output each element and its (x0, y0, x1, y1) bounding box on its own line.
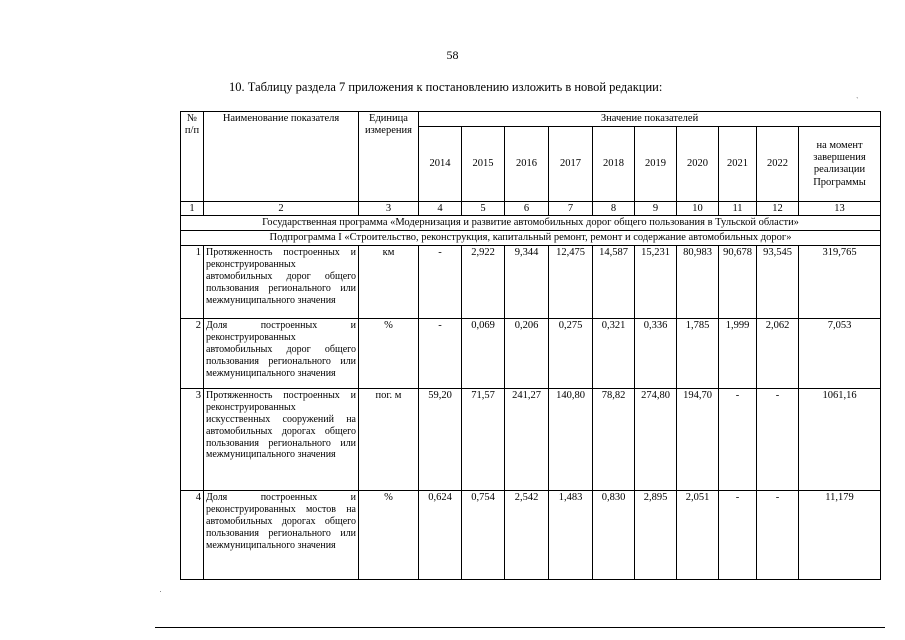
indicator-value: 0,624 (419, 491, 462, 580)
table-row (181, 491, 881, 580)
column-number: 12 (757, 202, 799, 216)
column-number: 9 (635, 202, 677, 216)
indicator-value: 2,051 (677, 491, 719, 580)
header-row (181, 112, 881, 127)
table-row (181, 319, 881, 389)
indicator-value: 1,785 (677, 319, 719, 389)
indicator-value: 1061,16 (799, 389, 881, 491)
indicator-unit: пог. м (359, 389, 419, 491)
column-number: 6 (505, 202, 549, 216)
indicator-value: 93,545 (757, 246, 799, 319)
indicator-value: 11,179 (799, 491, 881, 580)
column-number: 1 (181, 202, 204, 216)
year-header: 2014 (419, 127, 462, 202)
indicator-value: 7,053 (799, 319, 881, 389)
subprogram-title: Подпрограмма I «Строительство, реконструкция, капитальный ремонт, ремонт и содержание автомобильных дорог» (181, 231, 881, 246)
indicator-value: 2,895 (635, 491, 677, 580)
indicator-unit: % (359, 319, 419, 389)
indicator-value: 90,678 (719, 246, 757, 319)
program-row (181, 216, 881, 231)
header-values: Значение показателей (419, 112, 881, 127)
year-header: 2018 (593, 127, 635, 202)
column-number: 4 (419, 202, 462, 216)
indicator-value: 80,983 (677, 246, 719, 319)
indicator-value: - (719, 491, 757, 580)
header-unit: Единица измерения (359, 112, 419, 202)
corner-mark: ` (856, 96, 859, 105)
table-row (181, 246, 881, 319)
indicator-value: 2,922 (462, 246, 505, 319)
indicator-value: 0,206 (505, 319, 549, 389)
indicator-value: 15,231 (635, 246, 677, 319)
year-header: 2021 (719, 127, 757, 202)
indicator-name: Протяженность построенных и реконструированных искусственных сооружений на автомобильных дорогах общего пользования регионального или межмуниципального значения (204, 389, 359, 491)
indicator-value: 59,20 (419, 389, 462, 491)
indicator-value: 0,830 (593, 491, 635, 580)
indicator-value: 78,82 (593, 389, 635, 491)
table-row (181, 389, 881, 491)
indicator-value: 319,765 (799, 246, 881, 319)
indicator-value: 9,344 (505, 246, 549, 319)
indicator-value: 71,57 (462, 389, 505, 491)
year-header: 2017 (549, 127, 593, 202)
bottom-rule (155, 627, 885, 628)
indicator-value: 241,27 (505, 389, 549, 491)
page-number: 58 (446, 48, 459, 62)
indicator-value: 0,321 (593, 319, 635, 389)
row-number: 1 (181, 246, 204, 319)
indicator-value: 194,70 (677, 389, 719, 491)
indicator-value: 12,475 (549, 246, 593, 319)
row-number: 4 (181, 491, 204, 580)
column-number: 10 (677, 202, 719, 216)
column-number: 8 (593, 202, 635, 216)
indicator-value: 274,80 (635, 389, 677, 491)
row-number: 3 (181, 389, 204, 491)
year-header: 2019 (635, 127, 677, 202)
indicator-value: 140,80 (549, 389, 593, 491)
indicator-value: 14,587 (593, 246, 635, 319)
column-number: 11 (719, 202, 757, 216)
indicators-table (180, 111, 881, 580)
indicator-value: - (757, 389, 799, 491)
indicator-value: 0,275 (549, 319, 593, 389)
row-number: 2 (181, 319, 204, 389)
column-number: 2 (204, 202, 359, 216)
indicator-name: Доля построенных и реконструированных автомобильных дорог общего пользования регионального или межмуниципального значения (204, 319, 359, 389)
column-number: 13 (799, 202, 881, 216)
indicator-value: 1,483 (549, 491, 593, 580)
indicator-unit: км (359, 246, 419, 319)
indicator-value: 0,336 (635, 319, 677, 389)
indicator-value: 2,062 (757, 319, 799, 389)
indicator-value: 0,069 (462, 319, 505, 389)
indicator-unit: % (359, 491, 419, 580)
column-number: 5 (462, 202, 505, 216)
year-header: 2015 (462, 127, 505, 202)
indicator-value: - (719, 389, 757, 491)
indicator-value: 1,999 (719, 319, 757, 389)
program-title: Государственная программа «Модернизация и развитие автомобильных дорог общего пользования в Тульской области» (181, 216, 881, 231)
year-header: 2020 (677, 127, 719, 202)
indicator-value: 2,542 (505, 491, 549, 580)
column-number-row (181, 202, 881, 216)
indicator-value: 0,754 (462, 491, 505, 580)
column-number: 3 (359, 202, 419, 216)
column-number: 7 (549, 202, 593, 216)
year-header: 2016 (505, 127, 549, 202)
header-no: № п/п (181, 112, 204, 202)
indicator-value: - (419, 246, 462, 319)
indicator-name: Доля построенных и реконструированных мостов на автомобильных дорогах общего пользования регионального или межмуниципального значения (204, 491, 359, 580)
scan-speck (160, 591, 161, 592)
indicator-value: - (419, 319, 462, 389)
year-header: 2022 (757, 127, 799, 202)
year-header: на момент завершения реализации Программы (799, 127, 881, 202)
header-name: Наименование показателя (204, 112, 359, 202)
indicator-value: - (757, 491, 799, 580)
section-intro: 10. Таблицу раздела 7 приложения к постановлению изложить в новой редакции: (229, 80, 663, 94)
indicator-name: Протяженность построенных и реконструированных автомобильных дорог общего пользования регионального или межмуниципального значения (204, 246, 359, 319)
subprogram-row (181, 231, 881, 246)
